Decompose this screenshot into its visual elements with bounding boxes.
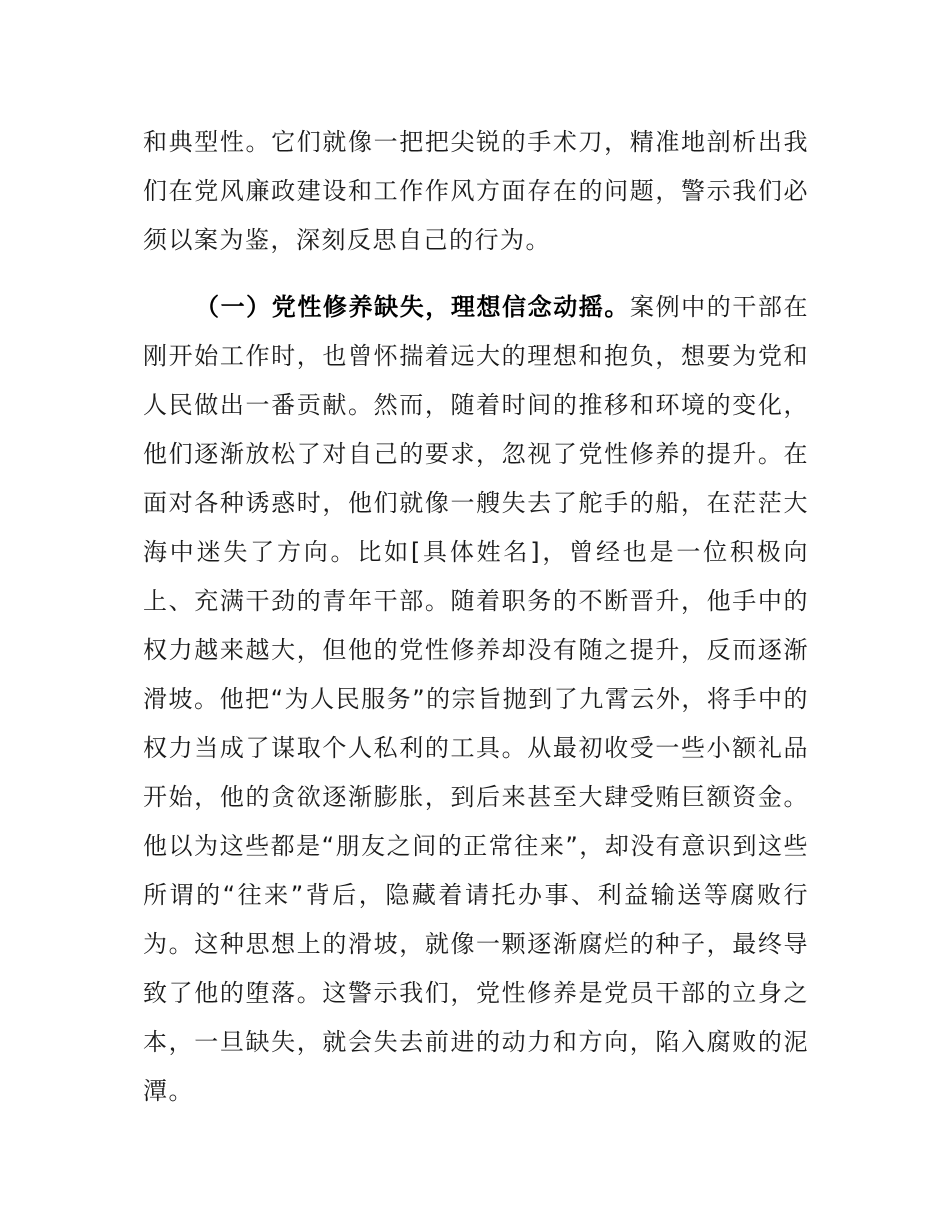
- section-one-heading: （一）党性修养缺失，理想信念动摇。: [195, 293, 630, 321]
- paragraph-intro: [143, 118, 809, 265]
- paragraph-section-one: [143, 283, 809, 1116]
- section-one-body: 案例中的干部在刚开始工作时，也曾怀揣着远大的理想和抱负，想要为党和人民做出一番贡献。然而，随着时间的推移和环境的变化，他们逐渐放松了对自己的要求，忽视了党性修养的提升。在面对各种诱惑时，他们就像一艘失去了舵手的船，在茫茫大海中迷失了方向。比如[具体姓名]，曾经也是一位积极向上、充满干劲的青年干部。随着职务的不断晋升，他手中的权力越来越大，但他的党性修养却没有随之提升，反而逐渐滑坡。他把“为人民服务”的宗旨抛到了九霄云外，将手中的权力当成了谋取个人私利的工具。从最初收受一些小额礼品开始，他的贪欲逐渐膨胀，到后来甚至大肆受贿巨额资金。他以为这些都是“朋友之间的正常往来”，却没有意识到这些所谓的“往来”背后，隐藏着请托办事、利益输送等腐败行为。这种思想上的滑坡，就像一颗逐渐腐烂的种子，最终导致了他的堕落。这警示我们，党性修养是党员干部的立身之本，一旦缺失，就会失去前进的动力和方向，陷入腐败的泥潭。: [143, 293, 810, 1105]
- paragraph-intro-text: 和典型性。它们就像一把把尖锐的手术刀，精准地剖析出我们在党风廉政建设和工作作风方面存在的问题，警示我们必须以案为鉴，深刻反思自己的行为。: [143, 128, 809, 254]
